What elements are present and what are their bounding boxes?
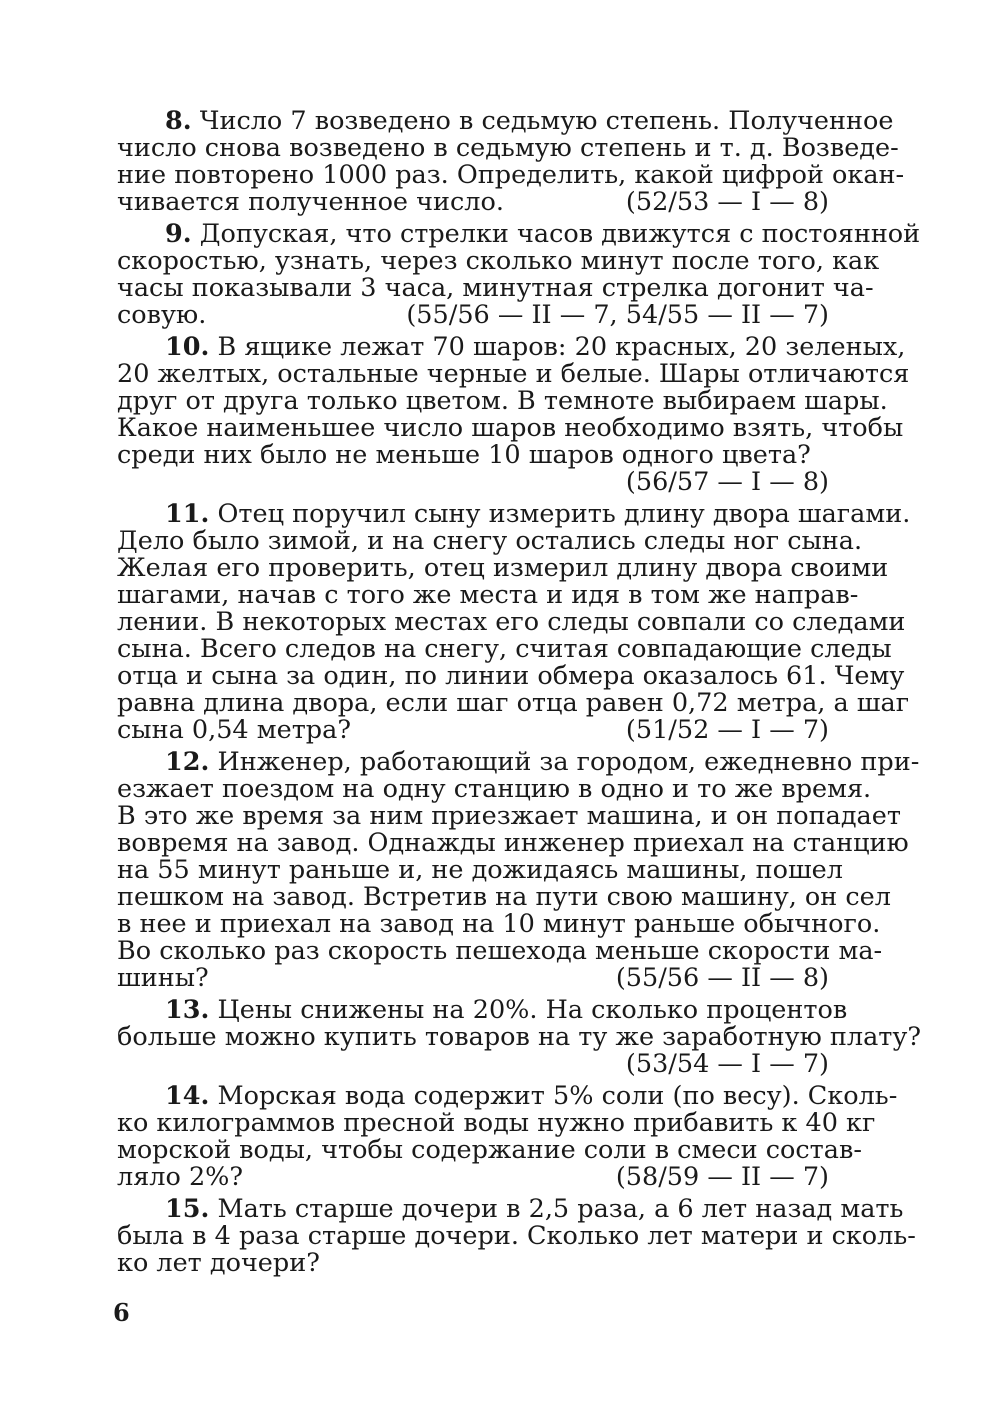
problem-line: друг от друга только цветом. В темноте выбираем шары.	[117, 386, 888, 416]
problem-line: сына 0,54 метра?	[117, 715, 351, 745]
problem-line: число снова возведено в седьмую степень и т. д. Возведе-	[117, 133, 899, 163]
page-number: 6	[113, 1298, 130, 1327]
problem-13	[117, 995, 922, 1079]
problem-line: Цены снижены на 20%. На сколько процентов	[217, 995, 848, 1025]
problem-15	[117, 1194, 916, 1278]
problem-line: Число 7 возведено в седьмую степень. Полученное	[199, 106, 894, 136]
problem-number: 13.	[165, 995, 210, 1025]
problem-12	[117, 747, 920, 993]
source-code: (58/59 — II — 7)	[615, 1162, 829, 1192]
problem-line: отца и сына за один, по линии обмера оказалось 61. Чему	[117, 661, 905, 691]
problem-8	[117, 106, 905, 217]
problem-line: ко лет дочери?	[117, 1248, 320, 1278]
problem-number: 14.	[165, 1081, 210, 1111]
problem-number: 10.	[165, 332, 210, 362]
problem-line: Морская вода содержит 5% соли (по весу). Сколь-	[217, 1081, 898, 1111]
problem-11	[117, 499, 911, 745]
problem-line: шины?	[117, 963, 209, 993]
problem-line: лении. В некоторых местах его следы совпали со следами	[117, 607, 906, 637]
problem-line: В это же время за ним приезжает машина, и он попадает	[117, 801, 901, 831]
problem-line: пешком на завод. Встретив на пути свою машину, он сел	[117, 882, 891, 912]
problem-line: ко килограммов пресной воды нужно прибавить к 40 кг	[117, 1108, 876, 1138]
problem-line: в нее и приехал на завод на 10 минут раньше обычного.	[117, 909, 881, 939]
problem-line: Допуская, что стрелки часов движутся с постоянной	[199, 219, 921, 249]
problem-line: 20 желтых, остальные черные и белые. Шары отличаются	[117, 359, 910, 389]
problem-number: 9.	[165, 219, 192, 249]
problem-line: морской воды, чтобы содержание соли в смеси состав-	[117, 1135, 862, 1165]
source-code: (56/57 — I — 8)	[625, 467, 829, 497]
problem-line: совую.	[117, 300, 207, 330]
problem-line: шагами, начав с того же места и идя в том же направ-	[117, 580, 859, 610]
source-code: (52/53 — I — 8)	[625, 187, 829, 217]
source-code: (51/52 — I — 7)	[625, 715, 829, 745]
problem-10	[117, 332, 910, 497]
problem-line: скоростью, узнать, через сколько минут после того, как	[117, 246, 880, 276]
problem-list	[117, 106, 922, 1282]
problem-line: была в 4 раза старше дочери. Сколько лет матери и сколь-	[117, 1221, 916, 1251]
problem-line: ляло 2%?	[117, 1162, 244, 1192]
problem-line: часы показывали 3 часа, минутная стрелка догонит ча-	[117, 273, 874, 303]
problem-line: езжает поездом на одну станцию в одно и то же время.	[117, 774, 872, 804]
problem-line: вовремя на завод. Однажды инженер приехал на станцию	[117, 828, 909, 858]
problem-line: среди них было не меньше 10 шаров одного цвета?	[117, 440, 811, 470]
problem-9	[117, 219, 921, 330]
problem-line: Дело было зимой, и на снегу остались следы ног сына.	[117, 526, 863, 556]
problem-14	[117, 1081, 898, 1192]
problem-line: ние повторено 1000 раз. Определить, какой цифрой окан-	[117, 160, 905, 190]
problem-line: Во сколько раз скорость пешехода меньше скорости ма-	[117, 936, 883, 966]
problem-number: 15.	[165, 1194, 210, 1224]
problem-line: больше можно купить товаров на ту же заработную плату?	[117, 1022, 922, 1052]
problem-line: Инженер, работающий за городом, ежедневно при-	[217, 747, 920, 777]
problem-line: сына. Всего следов на снегу, считая совпадающие следы	[117, 634, 892, 664]
source-code: (55/56 — II — 8)	[615, 963, 829, 993]
problem-number: 12.	[165, 747, 210, 777]
source-code: (55/56 — II — 7, 54/55 — II — 7)	[406, 300, 829, 330]
problem-line: В ящике лежат 70 шаров: 20 красных, 20 зеленых,	[217, 332, 906, 362]
problem-line: равна длина двора, если шаг отца равен 0,72 метра, а шаг	[117, 688, 910, 718]
problem-line: Отец поручил сыну измерить длину двора шагами.	[217, 499, 911, 529]
source-code: (53/54 — I — 7)	[625, 1049, 829, 1079]
problem-line: Желая его проверить, отец измерил длину двора своими	[117, 553, 889, 583]
problem-line: Мать старше дочери в 2,5 раза, а 6 лет назад мать	[217, 1194, 904, 1224]
problem-number: 11.	[165, 499, 210, 529]
problem-line: Какое наименьшее число шаров необходимо взять, чтобы	[117, 413, 904, 443]
problem-line: чивается полученное число.	[117, 187, 504, 217]
problem-number: 8.	[165, 106, 192, 136]
problem-line: на 55 минут раньше и, не дожидаясь машины, пошел	[117, 855, 843, 885]
